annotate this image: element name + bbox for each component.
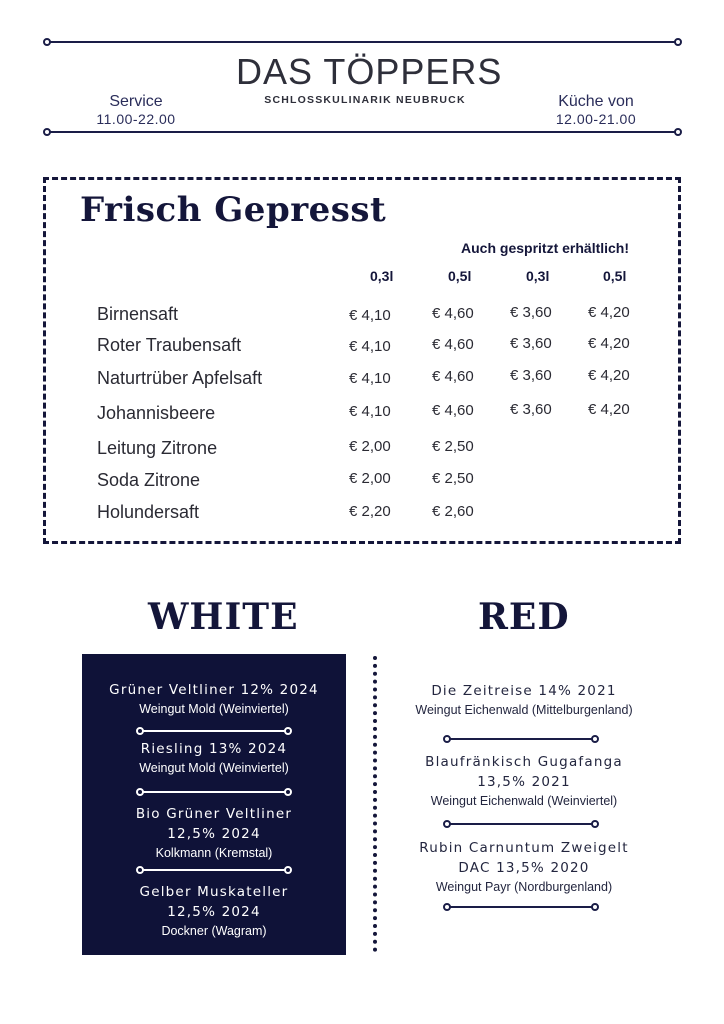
column-divider	[373, 656, 377, 952]
price-spritzed-small: € 3,60	[510, 335, 552, 352]
spritzer-note: Auch gespritzt erhältlich!	[461, 240, 630, 256]
column-header: 0,5l	[448, 268, 472, 284]
header-bottom-line	[48, 131, 678, 133]
brand-name: DAS TÖPPERS	[236, 51, 503, 92]
price-small: € 2,20	[349, 503, 391, 520]
price-large: € 4,60	[432, 368, 474, 385]
juice-row	[0, 304, 724, 328]
price-spritzed-large: € 4,20	[588, 335, 630, 352]
wine-item	[82, 882, 346, 940]
price-small: € 2,00	[349, 470, 391, 487]
service-hours	[78, 93, 194, 127]
wine-name: Die Zeitreise 14% 2021	[431, 683, 617, 699]
juice-name: Birnensaft	[97, 304, 179, 324]
wine-separator	[136, 869, 292, 871]
service-time: 11.00-22.00	[96, 111, 176, 127]
juice-name: Johannisbeere	[97, 403, 216, 423]
wine-item	[82, 680, 346, 718]
juice-row	[0, 368, 724, 392]
juice-name: Leitung Zitrone	[97, 438, 218, 458]
price-large: € 2,50	[432, 470, 474, 487]
kitchen-time: 12.00-21.00	[555, 111, 637, 127]
juice-name: Soda Zitrone	[97, 470, 201, 490]
header-top-line	[48, 41, 678, 43]
wine-producer: Weingut Mold (Weinviertel)	[139, 702, 289, 716]
column-header: 0,3l	[526, 268, 550, 284]
wine-item	[392, 838, 656, 896]
wine-item	[392, 752, 656, 810]
wine-separator	[443, 738, 599, 740]
white-wine-panel	[82, 654, 346, 955]
price-large: € 4,60	[432, 336, 474, 353]
header-top-line-dot-left	[43, 38, 51, 46]
wine-name: Grüner Veltliner 12% 2024	[109, 682, 319, 698]
price-spritzed-large: € 4,20	[588, 367, 630, 384]
service-label: Service	[109, 93, 163, 110]
wine-producer: Weingut Eichenwald (Mittelburgenland)	[415, 703, 633, 717]
column-header: 0,3l	[370, 268, 394, 284]
wine-separator	[443, 906, 599, 908]
kitchen-hours	[538, 93, 654, 127]
juice-row	[0, 335, 724, 359]
juice-row	[0, 502, 724, 526]
price-spritzed-small: € 3,60	[510, 367, 552, 384]
price-large: € 2,60	[432, 503, 474, 520]
price-small: € 4,10	[349, 370, 391, 387]
wine-vintage: DAC 13,5% 2020	[458, 860, 590, 876]
wine-vintage: 12,5% 2024	[167, 904, 261, 920]
header-bottom-line-dot-right	[674, 128, 682, 136]
price-small: € 4,10	[349, 307, 391, 324]
wine-item	[392, 681, 656, 719]
juice-row	[0, 470, 724, 494]
price-spritzed-small: € 3,60	[510, 401, 552, 418]
wine-separator	[136, 791, 292, 793]
wine-producer: Dockner (Wagram)	[161, 924, 267, 938]
wine-separator	[443, 823, 599, 825]
wine-vintage: 12,5% 2024	[167, 826, 261, 842]
white-wine-title: WHITE	[148, 596, 299, 638]
price-small: € 4,10	[349, 403, 391, 420]
juice-name: Holundersaft	[97, 502, 200, 522]
wine-producer: Kolkmann (Kremstal)	[155, 846, 273, 860]
wine-name: Gelber Muskateller	[139, 884, 289, 900]
column-header: 0,5l	[603, 268, 627, 284]
price-large: € 4,60	[432, 305, 474, 322]
wine-separator	[136, 730, 292, 732]
wine-producer: Weingut Eichenwald (Weinviertel)	[430, 794, 618, 808]
brand-subtitle: SCHLOSSKULINARIK NEUBRUCK	[264, 94, 466, 106]
juice-row	[0, 403, 724, 427]
wine-name: Rubin Carnuntum Zweigelt	[419, 840, 629, 856]
wine-item	[82, 739, 346, 777]
wine-producer: Weingut Payr (Nordburgenland)	[435, 880, 613, 894]
wine-producer: Weingut Mold (Weinviertel)	[139, 761, 289, 775]
wine-name: Blaufränkisch Gugafanga	[425, 754, 623, 770]
kitchen-label: Küche von	[558, 93, 634, 110]
brand-logo	[236, 51, 503, 106]
wine-name: Riesling 13% 2024	[140, 741, 288, 757]
red-wine-title: RED	[478, 596, 570, 638]
header-top-line-dot-right	[674, 38, 682, 46]
wine-vintage: 13,5% 2021	[477, 774, 571, 790]
price-spritzed-large: € 4,20	[588, 401, 630, 418]
price-large: € 4,60	[432, 402, 474, 419]
price-large: € 2,50	[432, 438, 474, 455]
juice-row	[0, 438, 724, 462]
header-bottom-line-dot-left	[43, 128, 51, 136]
price-spritzed-large: € 4,20	[588, 304, 630, 321]
price-spritzed-small: € 3,60	[510, 304, 552, 321]
juice-section-title: Frisch Gepresst	[80, 190, 387, 230]
wine-name: Bio Grüner Veltliner	[135, 806, 293, 822]
price-small: € 2,00	[349, 438, 391, 455]
wine-item	[82, 804, 346, 862]
price-small: € 4,10	[349, 338, 391, 355]
juice-name: Naturtrüber Apfelsaft	[97, 368, 263, 388]
juice-name: Roter Traubensaft	[97, 335, 242, 355]
